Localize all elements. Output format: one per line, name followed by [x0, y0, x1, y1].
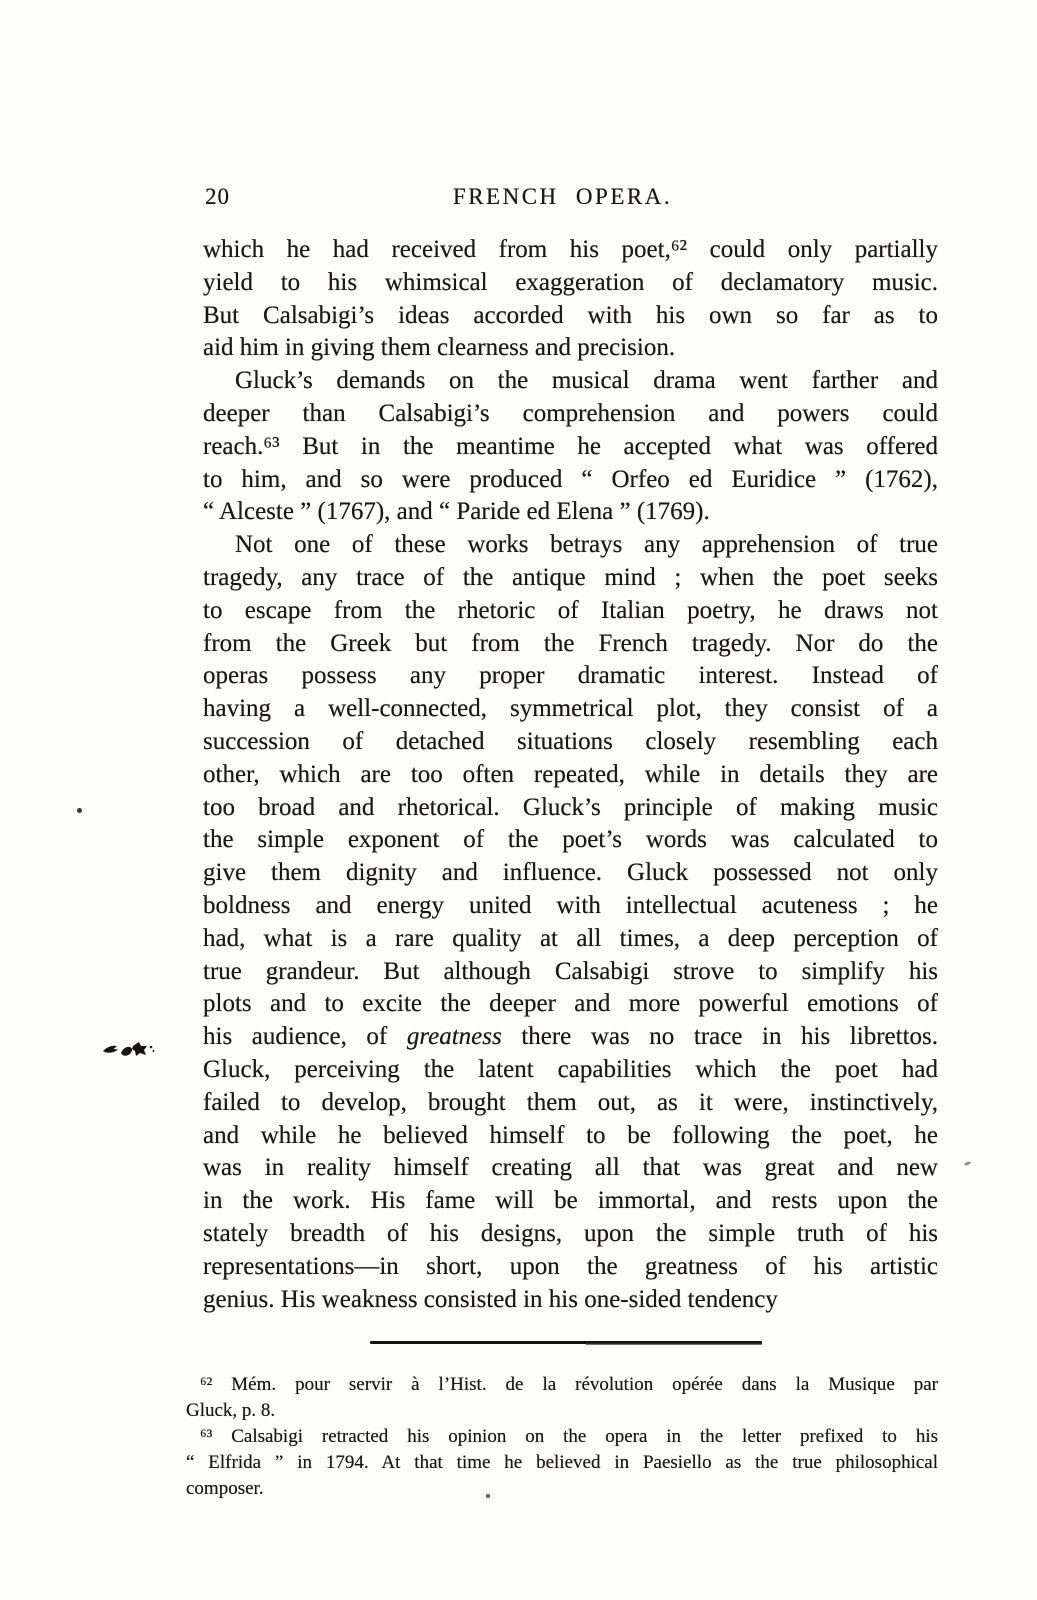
running-title: FRENCH OPERA.	[452, 184, 673, 209]
text-line: But Calsabigi’s ideas accorded with his own so far as to	[203, 301, 938, 329]
text-line: “ Alceste ” (1767), and “ Paride ed Elena ” (1769).	[203, 498, 710, 526]
text-line: genius. His weakness consisted in his one-sided tendency	[203, 1285, 778, 1313]
text-line: the simple exponent of the poet’s words was calculated to	[203, 826, 938, 854]
footnote-line: “ Elfrida ” in 1794. At that time he believed in Paesiello as the true philosophical	[186, 1452, 938, 1473]
text-line-with-italic	[203, 1021, 938, 1054]
text-line: succession of detached situations closely resembling each	[203, 727, 938, 755]
footnote-separator-rule	[370, 1341, 762, 1344]
text-line: deeper than Calsabigi’s comprehension and powers could	[203, 399, 938, 427]
text-line: give them dignity and influence. Gluck possessed not only	[203, 859, 938, 887]
text-line: too broad and rhetorical. Gluck’s principle of making music	[203, 793, 938, 821]
text-line: was in reality himself creating all that was great and new	[203, 1154, 938, 1182]
text-line: other, which are too often repeated, while in details they are	[203, 760, 938, 788]
text-line: which he had received from his poet,⁶² could only partially	[203, 236, 938, 263]
text-line: to escape from the rhetoric of Italian poetry, he draws not	[203, 596, 938, 624]
page-header	[203, 184, 938, 214]
text-line: yield to his whimsical exaggeration of declamatory music.	[203, 268, 938, 296]
text-line: Gluck’s demands on the musical drama went farther and	[235, 367, 938, 395]
text-line: in the work. His fame will be immortal, and rests upon the	[203, 1187, 938, 1215]
handwritten-margin-mark	[101, 1034, 157, 1066]
text-line: boldness and energy united with intellectual acuteness ; he	[203, 891, 938, 919]
text-line: plots and to excite the deeper and more powerful emotions of	[203, 990, 938, 1018]
footnotes	[186, 1372, 938, 1502]
ink-speck	[77, 808, 82, 813]
text-line: and while he believed himself to be following the poet, he	[203, 1121, 938, 1149]
text-line: operas possess any proper dramatic interest. Instead of	[203, 662, 938, 690]
page-number: 20	[205, 184, 230, 209]
text-line: from the Greek but from the French tragedy. Nor do the	[203, 629, 938, 657]
text-segment: his audience, of	[203, 1023, 407, 1051]
footnote-line: Gluck, p. 8.	[186, 1400, 276, 1421]
text-line: had, what is a rare quality at all times, a deep perception of	[203, 924, 938, 952]
text-line: stately breadth of his designs, upon the simple truth of his	[203, 1219, 938, 1247]
text-line: Gluck, perceiving the latent capabilities which the poet had	[203, 1055, 938, 1083]
text-line: failed to develop, brought them out, as it were, instinctively,	[203, 1088, 938, 1116]
text-line: aid him in giving them clearness and precision.	[203, 334, 676, 362]
italic-word: greatness	[406, 1023, 502, 1051]
footnote-line: composer.	[186, 1478, 264, 1499]
footnote-line: ⁶² Mém. pour servir à l’Hist. de la révolution opérée dans la Musique par	[200, 1374, 938, 1395]
ink-speck	[964, 1161, 972, 1166]
text-line: representations—in short, upon the greatness of his artistic	[203, 1252, 938, 1280]
text-segment: there was no trace in his librettos.	[501, 1023, 938, 1051]
text-line: having a well-connected, symmetrical plot, they consist of a	[203, 695, 938, 723]
footnote-line: ⁶³ Calsabigi retracted his opinion on the opera in the letter prefixed to his	[200, 1426, 938, 1447]
text-line: Not one of these works betrays any apprehension of true	[235, 531, 938, 559]
text-line: true grandeur. But although Calsabigi strove to simplify his	[203, 957, 938, 985]
text-line: tragedy, any trace of the antique mind ; when the poet seeks	[203, 563, 938, 591]
text-line: reach.⁶³ But in the meantime he accepted what was offered	[203, 432, 938, 460]
body-text	[203, 234, 938, 1316]
text-line: to him, and so were produced “ Orfeo ed Euridice ” (1762),	[203, 465, 938, 493]
